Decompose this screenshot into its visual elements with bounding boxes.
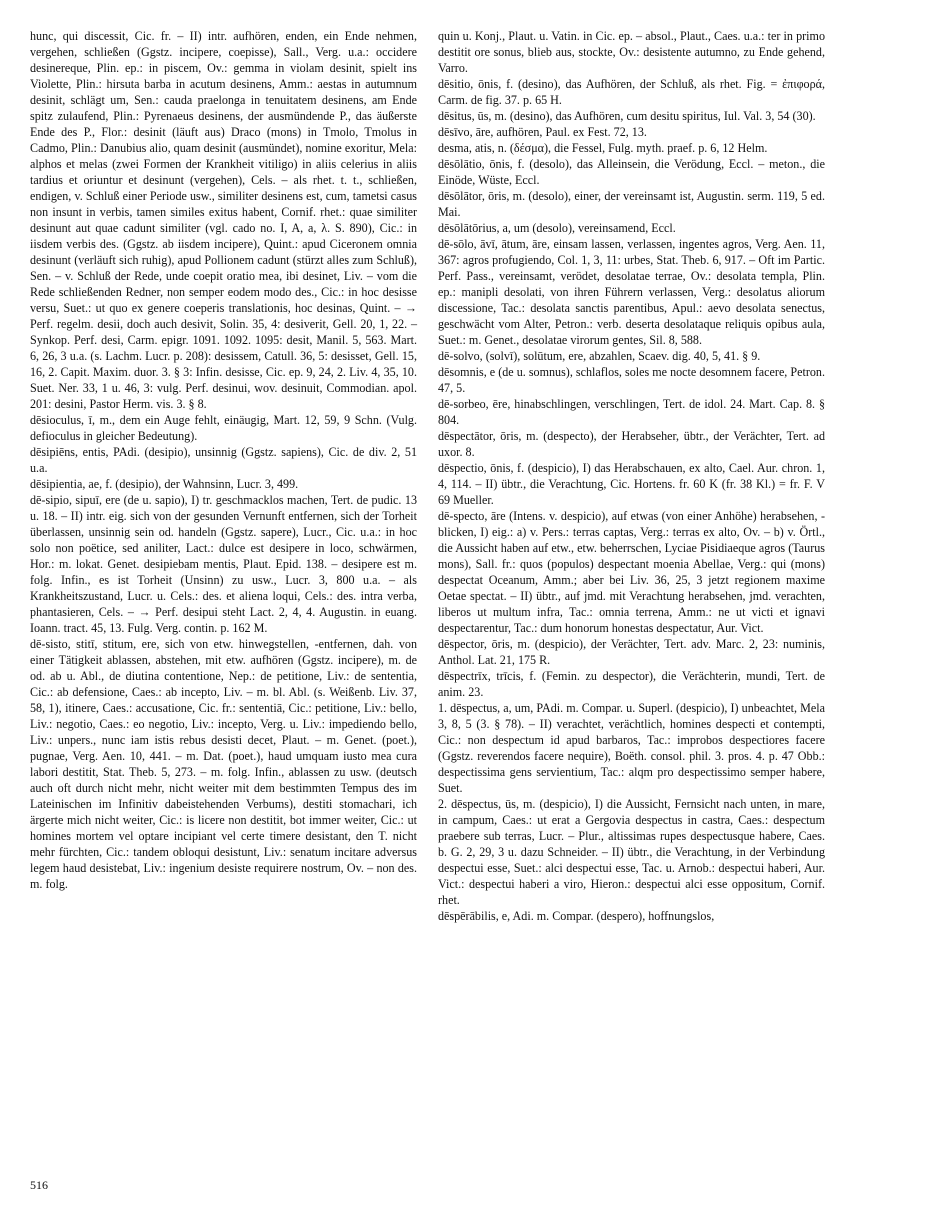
entry-despectus-2: 2. dēspectus, ūs, m. (despicio), I) die Aussicht, Fernsicht nach unten, in mare, in campum, Caes.: ut erat a Gergovia despectus in castra, Caes.: despectum praebere sub terras, Lucr. – Plur., altissimas rupes despectusque habere, Caes. b. G. 2, 29, 3 u. dazu Schneider. – II) übtr., die Verachtung, in der Verbindung despectui esse, Suet.: alci despectui esse, Tac. u. Arnob.: despectui haberi, Aur. Vict.: despectui haberi a viro, Hieron.: despectui alci esse oppositum, Cornif. rhet. <box>438 797 825 907</box>
entry-desioculus: dēsioculus, ī, m., dem ein Auge fehlt, einäugig, Mart. 12, 59, 9 Schn. (Vulg. defioculus in gleicher Bedeutung). <box>30 413 417 443</box>
page-number: 516 <box>30 1178 48 1192</box>
entry-desma: desma, atis, n. (δέσμα), die Fessel, Fulg. myth. praef. p. 6, 12 Helm. <box>438 141 768 155</box>
entry-desipio: dē-sipio, sipuī, ere (de u. sapio), I) tr. geschmacklos machen, Tert. de pudic. 13 u. 18. – II) intr. eig. sich von der gesunden Vernunft entfernen, sich der Torheit überlassen, unsinnig sein od. handeln (Ggstz. sapere), Lucr., Cic. u.a.: in hoc solo non poëtice, sed aniliter, Lact.: dulce est desipere in loco, schwärmen, Hor.: m. lokat. Genet. desipiebam mentis, Plaut. Epid. 138. – desipere est m. folg. Infin., es ist Torheit (Unsinn) zu usw., Lucr. 3, 800 u.a. – als Krankheitszustand, Lucr. u. Cels.: des. et aliena loqui, Cels.: des. intra verba, phantasieren, Cels. – → Perf. desipui steht Lact. 2, 4, 4. Augustin. in euang. Ioann. tract. 45, 13. Fulg. Verg. contin. p. 162 M. <box>30 493 417 635</box>
entry-desolatorius: dēsōlātōrius, a, um (desolo), vereinsamend, Eccl. <box>438 221 676 235</box>
entry-despectator: dēspectātor, ōris, m. (despecto), der Herabseher, übtr., der Verächter, Tert. ad uxor. 8. <box>438 429 825 459</box>
entry-despectrix: dēspectrīx, trīcis, f. (Femin. zu despector), die Verächterin, mundi, Tert. de anim. 23. <box>438 669 825 699</box>
right-column <box>438 28 825 924</box>
entry-desivo: dēsīvo, āre, aufhören, Paul. ex Fest. 72, 13. <box>438 125 647 139</box>
entry-desitus: dēsitus, ūs, m. (desino), das Aufhören, cum desitu spiritus, Iul. Val. 3, 54 (30). <box>438 109 816 123</box>
entry-desitio: dēsitio, ōnis, f. (desino), das Aufhören, der Schluß, als rhet. Fig. = ἐπιφορά, Carm. de fig. 37. p. 65 H. <box>438 77 825 107</box>
entry-desolvo: dē-solvo, (solvī), solūtum, ere, abzahlen, Scaev. dig. 40, 5, 41. § 9. <box>438 349 761 363</box>
entry-desolo: dē-sōlo, āvī, ātum, āre, einsam lassen, verlassen, ingentes agros, Verg. Aen. 11, 367: agros profugiendo, Col. 1, 3, 11: urbes, Stat. Theb. 6, 917. – Oft im Partic. Perf. Pass., vereinsamt, verödet, desolatae terrae, Ov.: desolata templa, Plin. ep.: manipli desolati, von ihren Führern verlassen, Verg.: desolatus aliorum discessione, Tac.: desolata sanctis parentibus, Apul.: aevo desolata senectus, geschwächt vom Alter, Petron.: verb. deserta desolataque reliquis opibus aula, Suet.: m. Genet., desolatae virorum gentes, Sil. 8, 588. <box>438 237 825 347</box>
entry-desisto-cont: quin u. Konj., Plaut. u. Vatin. in Cic. ep. – absol., Plaut., Caes. u.a.: ter in primo destitit ore sonus, blieb aus, stockte, Ov.: desistente autumno, zu Ende gehend, Varro. <box>438 29 825 75</box>
entry-desolatio: dēsōlātio, ōnis, f. (desolo), das Alleinsein, die Verödung, Eccl. – meton., die Einöde, Wüste, Eccl. <box>438 157 825 187</box>
entry-desipiens: dēsipiēns, entis, PAdi. (desipio), unsinnig (Ggstz. sapiens), Cic. de div. 2, 51 u.a. <box>30 445 417 475</box>
entry-desperabilis: dēspērābilis, e, Adi. m. Compar. (despero), hoffnungslos, <box>438 909 715 923</box>
entry-despecto: dē-specto, āre (Intens. v. despicio), auf etwas (von einer Anhöhe) herabsehen, -blicken, I) eig.: a) v. Pers.: terras captas, Verg.: terras ex alto, Ov. – b) v. Örtl., die Aussicht haben auf etw., etw. beherrschen, Lyciae Pisidiaeque agros (Taurus mons), Sall. fr.: quos (populos) despectant moenia Abellae, Verg.: qui (mons) despectat Oceanum, Amm.; aber bei Liv. 36, 25, 3 jetzt regionem maxime Oetae spectat. – II) übtr., auf jmd. mit Verachtung herabsehen, jmd. verachten, liberos ut multum infra, Tac.: omnia terrena, Amm.: ne ut victi et ignavi despectarentur, Tac.: dum honorum honestas despectatur, Aur. Vict. <box>438 509 825 635</box>
entry-despectio: dēspectio, ōnis, f. (despicio), I) das Herabschauen, ex alto, Cael. Aur. chron. 1, 4, 114. – II) übtr., die Verachtung, Cic. Hortens. fr. 60 K (fr. 38 Kl.) = fr. F. V 69 Mueller. <box>438 461 825 507</box>
entry-desolator: dēsōlātor, ōris, m. (desolo), einer, der vereinsamt ist, Augustin. serm. 119, 5 ed. Mai. <box>438 189 825 219</box>
entry-desino-cont: hunc, qui discessit, Cic. fr. – II) intr. aufhören, enden, ein Ende nehmen, vergehen, schließen (Ggstz. incipere, coepisse), Sall., Verg. u.a.: occidere desinereque, Plin. ep.: in piscem, Ov.: gemma in violam desinit, spielt ins Violette, Plin.: hirsuta barba in acutum desinens, Amm.: aestas in autumnum desinit, schlägt um, Sen.: cauda praelonga in tenuitatem desinens, am Ende spitz zulaufend, Plin.: Pyrenaeus desinens, der ausmündende P., das äußerste Ende des P., Flor.: desinit (läuft aus) Draco (mons) in Tmolo, Tmolus in Cadmo, Plin.: Danubius alio, quam desinit (ausmündet), nomine exoritur, Mela: alphos et melas (zwei Formen der Krankheit vitiligo) in aliis celerius in aliis tardius et oriuntur et desinunt (vergehen), Cels. – als rhet. t. t., schließen, endigen, v. Schluß einer Periode usw., similiter desinens est, cum, tametsi casus non insunt in verbis, tamen similes exitus habent, Cornif. rhet.: quae similiter desinunt aut quae cadunt similiter (vgl. cado no. I, A, a, λ. S. 890), Cic.: in iisdem verbis des. (Ggstz. ab iisdem incipere), Quint.: apud Ciceronem omnia desinunt (verläuft sich ruhig), apud Pollionem cadunt (stürzt alles zum Schluß), Sen. – v. Schluß der Rede, unde coepit oratio mea, ibi desinet, Liv. – vom die Rede schließenden Redner, non semper eodem modo des., Cic.: in hoc desisse versu, Suet.: ut quo ex genere coeperis translationis, hoc desinas, Quint. – → Perf. regelm. desii, doch auch desivit, Solin. 35, 4: desiverit, Gell. 20, 1, 22. – Synkop. Perf. desi, Carm. epigr. 1091. 1092. 1095: desit, Manil. 5, 563. Mart. 6, 26, 3 u.a. (s. Lachm. Lucr. p. 208): desissem, Catull. 36, 5: desisset, Gell. 15, 16, 2. Capit. Maxim. duor. 3. § 3: Infin. desisse, Cic. ep. 9, 24, 2. Liv. 4, 35, 10. Suet. Ner. 33, 1 u. 46, 3: vulg. Perf. desinui, wov. desinuit, Commodian. apol. 201: desini, Pastor Herm. vis. 3. § 8. <box>30 29 417 411</box>
entry-despector: dēspector, ōris, m. (despicio), der Verächter, Tert. adv. Marc. 2, 23: numinis, Anthol. Lat. 21, 175 R. <box>438 637 825 667</box>
left-column <box>30 28 417 892</box>
entry-desisto: dē-sisto, stitī, stitum, ere, sich von etw. hinwegstellen, -entfernen, dah. von einer Tätigkeit ablassen, abstehen, mit etw. aufhören (Ggstz. incipere), m. de od. ab u. Abl., de diutina contentione, Nep.: de petitione, Liv.: de sententia, Cic.: ab defensione, Caes.: ab incepto, Liv. – m. bl. Abl. (s. Weißenb. Liv. 37, 58, 1), itinere, Caes.: accusatione, Cic. fr.: sententiā, Cic.: petitione, Liv.: bello, Liv.: negotio, Caes.: eo negotio, Liv.: incepto, Verg. u. Liv.: impediendo bello, Liv.: unpers., nunc iam istis rebus desisti decet, Plaut. – m. Genet. (poet.), pugnae, Verg. Aen. 10, 441. – m. Dat. (poet.), haud umquam iusto mea cura labori destitit, Stat. Theb. 5, 273. – m. folg. Infin., ablassen zu usw. (deutsch auch oft durch nicht mehr, nicht weiter mit dem bestimmten Tempus des im Lateinischen im Infinitiv dabeistehenden Verbums), destiti stomachari, ich ärgerte mich nicht weiter, Cic.: is licere non destitit, bot immer weiter, Cic.: ut homines mortem vel optare incipiant vel certe timere desistant, den T. nicht mehr fürchten, Cic.: tandem obloqui desistunt, Liv.: senatum incitare adversus legem haud desistebat, Liv.: ingenium desiste requirere nostrum, Ov. – non des. m. folg. <box>30 637 417 891</box>
entry-despectus-1: 1. dēspectus, a, um, PAdi. m. Compar. u. Superl. (despicio), I) unbeachtet, Mela 3, 8, 5 (3. § 78). – II) verachtet, verächtlich, homines despecti et contempti, Cic.: non despectum id apud barbaros, Tac.: improbos despectiores facere (Ggstz. reverendos facere nequire), Boëth. consol. phil. 3. pros. 4. p. 47 Obb.: despectissima gens servientium, Tac.: alqm pro despectissimo semper habere, Suet. <box>438 701 825 795</box>
entry-desipientia: dēsipientia, ae, f. (desipio), der Wahnsinn, Lucr. 3, 499. <box>30 477 299 491</box>
entry-desorbeo: dē-sorbeo, ēre, hinabschlingen, verschlingen, Tert. de idol. 24. Mart. Cap. 8. § 804. <box>438 397 825 427</box>
entry-desomnis: dēsomnis, e (de u. somnus), schlaflos, soles me nocte desomnem facere, Petron. 47, 5. <box>438 365 825 395</box>
